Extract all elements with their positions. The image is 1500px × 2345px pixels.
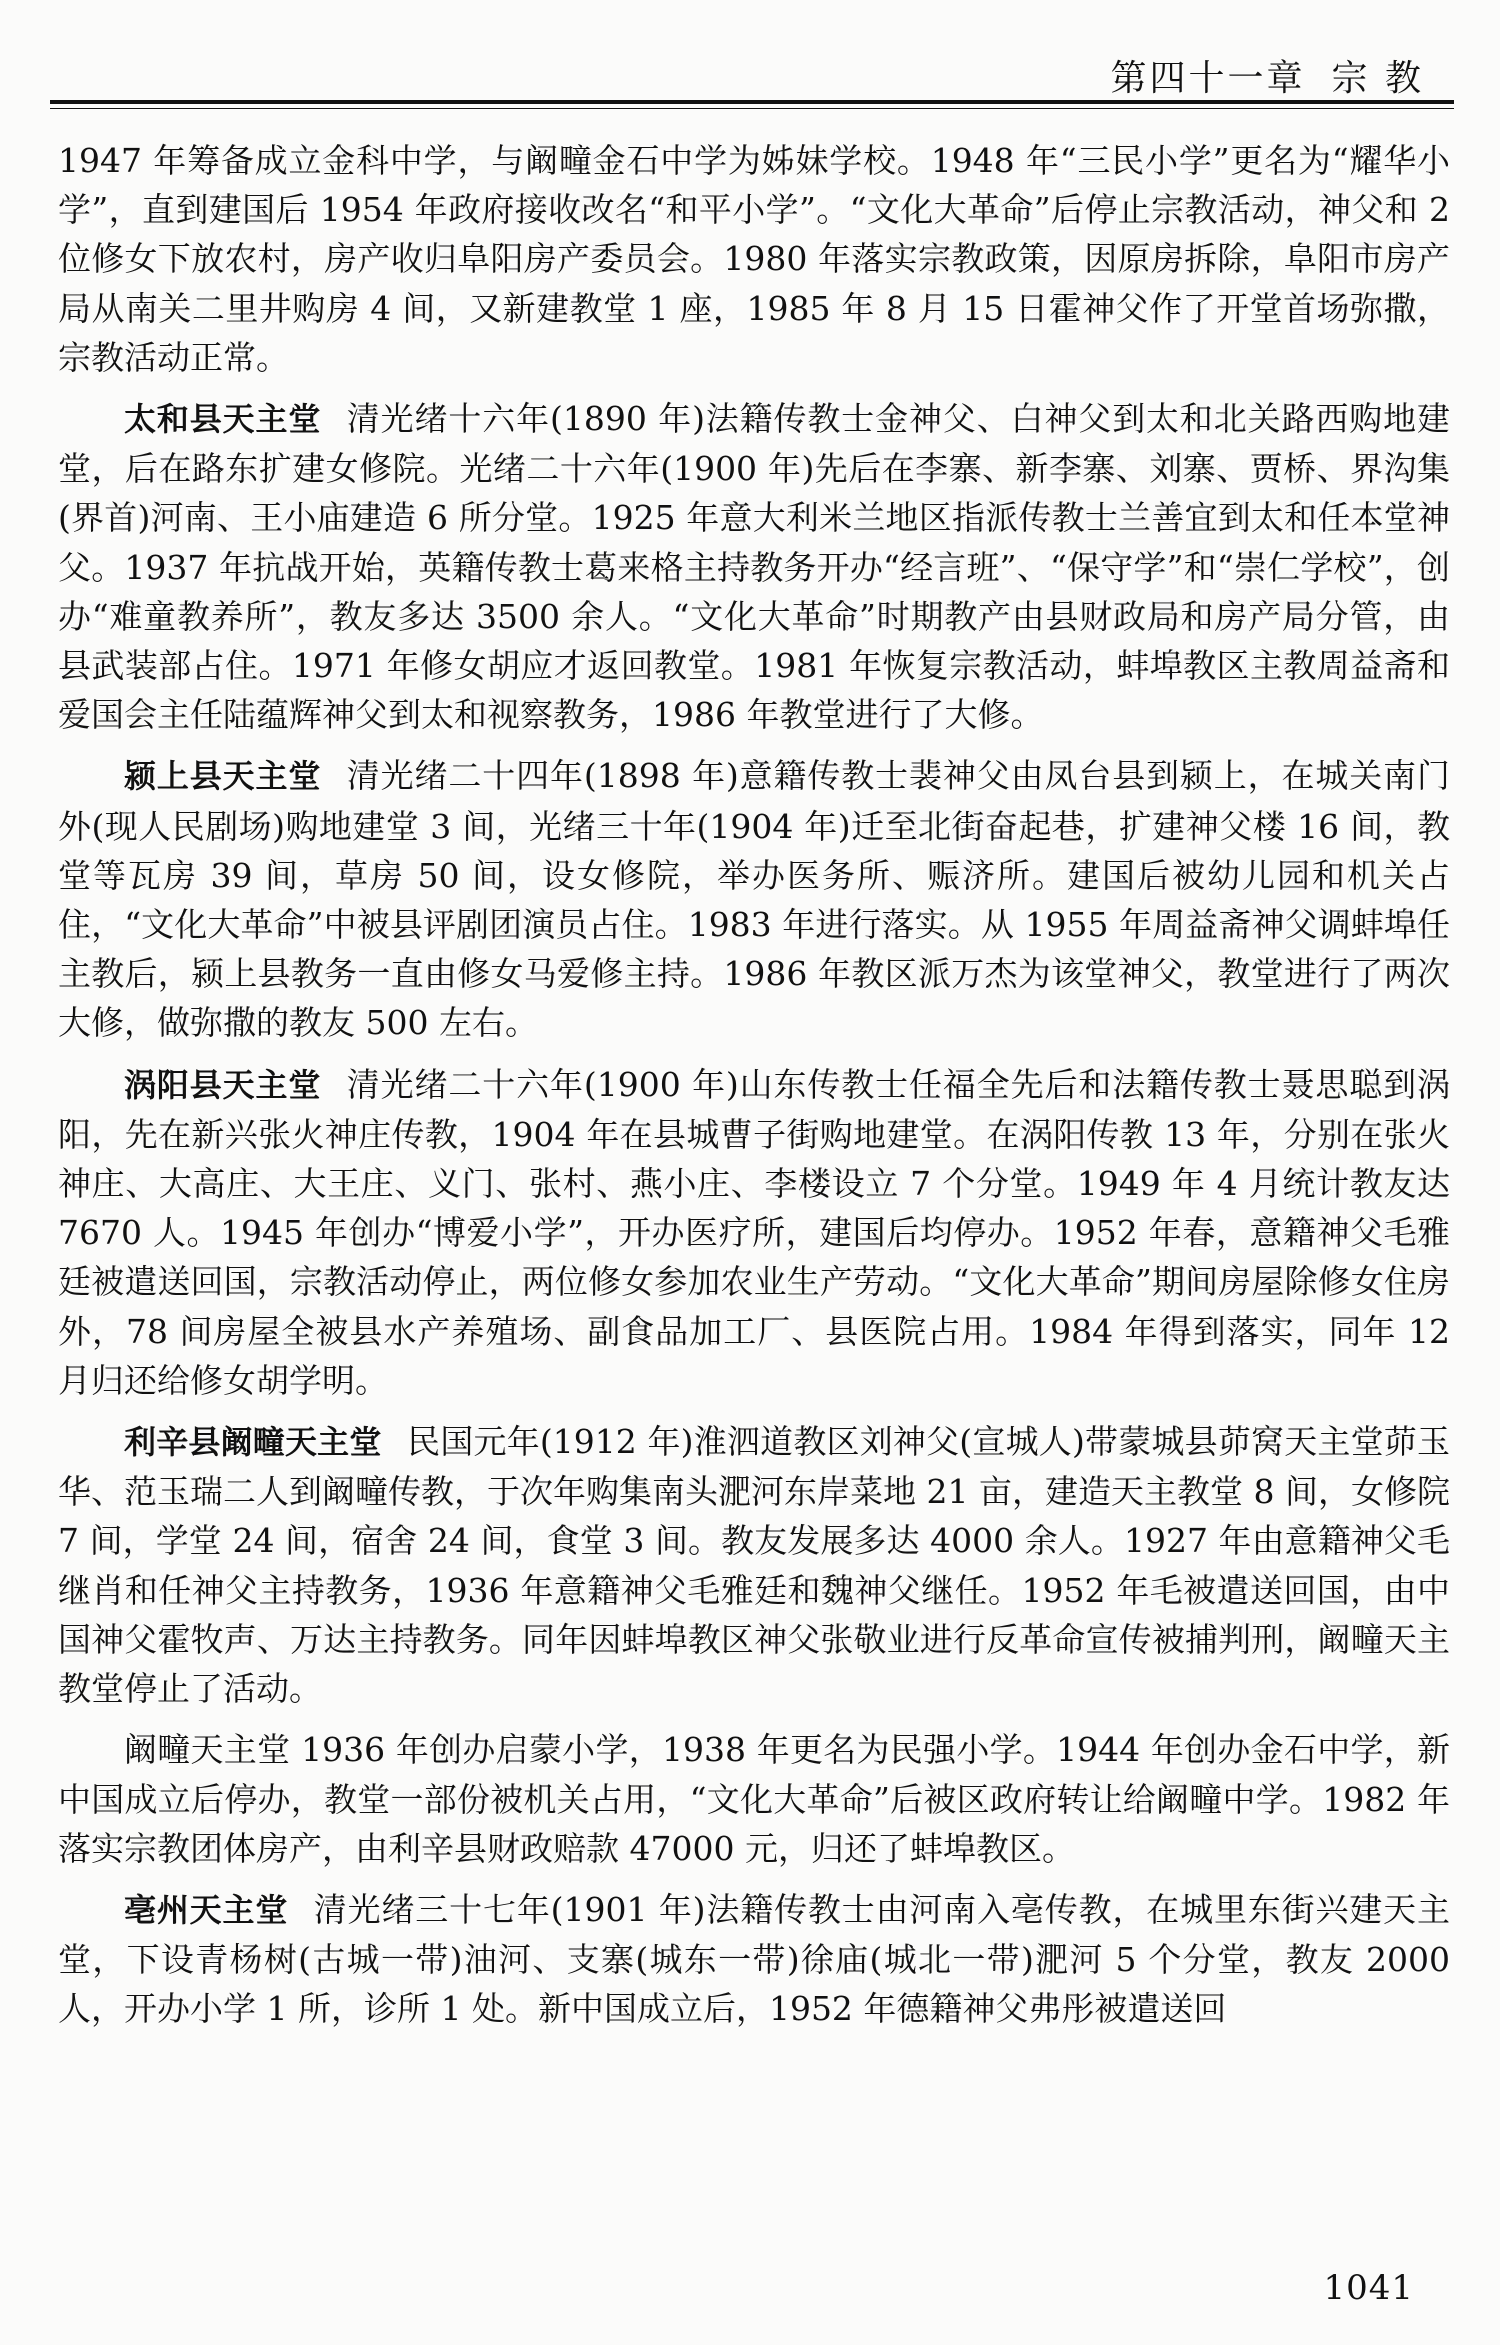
paragraph-text: 民国元年(1912 年)淮泗道教区刘神父(宣城人)带蒙城县茆窝天主堂茆玉华、范玉瑞二人到阚疃传教，于次年购集南头淝河东岸菜地 21 亩，建造天主教堂 8 间，女修院 7 间，学堂 24 间，宿舍 24 间，食堂 3 间。教友发展多达 4000 余人。1927 年由意籍神父毛继肖和任神父主持教务，1936 年意籍神父毛雅廷和魏神父继任。1952 年毛被遣送回国，由中国神父霍牧声、万达主持教务。同年因蚌埠教区神父张敬业进行反革命宣传被捕判刑，阚疃天主教堂停止了活动。: [58, 1422, 1450, 1709]
chapter-heading: [1111, 50, 1424, 101]
paragraph-kantuan-school: [58, 1725, 1450, 1873]
paragraph-text: 1947 年筹备成立金科中学，与阚疃金石中学为姊妹学校。1948 年“三民小学”更名为“耀华小学”，直到建国后 1954 年政府接收改名“和平小学”。“文化大革命”后停止宗教活动，神父和 2 位修女下放农村，房产收归阜阳房产委员会。1980 年落实宗教政策，因原房拆除，阜阳市房产局从南关二里井购房 4 间，又新建教堂 1 座，1985 年 8 月 15 日霍神父作了开堂首场弥撒，宗教活动正常。: [58, 141, 1450, 377]
section-title: 亳州天主堂: [124, 1890, 289, 1929]
paragraph-text: 清光绪二十四年(1898 年)意籍传教士裴神父由凤台县到颍上，在城关南门外(现人民剧场)购地建堂 3 间，光绪三十年(1904 年)迁至北街奋起巷，扩建神父楼 16 间，教堂等瓦房 39 间，草房 50 间，设女修院，举办医务所、赈济所。建国后被幼儿园和机关占住，“文化大革命”中被县评剧团演员占住。1983 年进行落实。从 1955 年周益斋神父调蚌埠任主教后，颍上县教务一直由修女马爱修主持。1986 年教区派万杰为该堂神父，教堂进行了两次大修，做弥撒的教友 500 左右。: [58, 756, 1450, 1043]
paragraph-guoyang: [58, 1060, 1450, 1405]
section-title: 颍上县天主堂: [124, 757, 322, 796]
paragraph-lixin: [58, 1417, 1450, 1713]
header-rule-thin: [50, 108, 1454, 109]
header-rule-thick: [50, 100, 1454, 104]
paragraph-text: 清光绪三十七年(1901 年)法籍传教士由河南入亳传教，在城里东街兴建天主堂，下设青杨树(古城一带)油河、支寨(城东一带)徐庙(城北一带)淝河 5 个分堂，教友 2000 人，开办小学 1 所，诊所 1 处。新中国成立后，1952 年德籍神父弗彤被遣送回: [58, 1889, 1450, 2029]
page-number: 1041: [1323, 2268, 1414, 2308]
paragraph-yingshang: [58, 751, 1450, 1047]
section-title: 利辛县阚疃天主堂: [124, 1423, 382, 1462]
chapter-subject: 宗 教: [1331, 58, 1424, 99]
chapter-number: 第四十一章: [1110, 58, 1306, 99]
section-title: 涡阳县天主堂: [124, 1065, 322, 1104]
section-title: 太和县天主堂: [124, 400, 322, 439]
body-text: [58, 136, 1450, 2046]
paragraph-fuyang-continued: [58, 136, 1450, 382]
paragraph-text: 清光绪十六年(1890 年)法籍传教士金神父、白神父到太和北关路西购地建堂，后在路东扩建女修院。光绪二十六年(1900 年)先后在李寨、新李寨、刘寨、贾桥、界沟集(界首)河南、王小庙建造 6 所分堂。1925 年意大利米兰地区指派传教士兰善宜到太和任本堂神父。1937 年抗战开始，英籍传教士葛来格主持教务开办“经言班”、“保守学”和“崇仁学校”，创办“难童教养所”，教友多达 3500 余人。“文化大革命”时期教产由县财政局和房产局分管，由县武装部占住。1971 年修女胡应才返回教堂。1981 年恢复宗教活动，蚌埠教区主教周益斋和爱国会主任陆蕴辉神父到太和视察教务，1986 年教堂进行了大修。: [58, 399, 1450, 735]
paragraph-bozhou: [58, 1885, 1450, 2034]
paragraph-text: 阚疃天主堂 1936 年创办启蒙小学，1938 年更名为民强小学。1944 年创办金石中学，新中国成立后停办，教堂一部份被机关占用，“文化大革命”后被区政府转让给阚疃中学。1982 年落实宗教团体房产，由利辛县财政赔款 47000 元，归还了蚌埠教区。: [58, 1730, 1450, 1868]
paragraph-text: 清光绪二十六年(1900 年)山东传教士任福全先后和法籍传教士聂思聪到涡阳，先在新兴张火神庄传教，1904 年在县城曹子街购地建堂。在涡阳传教 13 年，分别在张火神庄、大高庄、大王庄、义门、张村、燕小庄、李楼设立 7 个分堂。1949 年 4 月统计教友达 7670 人。1945 年创办“博爱小学”，开办医疗所，建国后均停办。1952 年春，意籍神父毛雅廷被遣送回国，宗教活动停止，两位修女参加农业生产劳动。“文化大革命”期间房屋除修女住房外，78 间房屋全被县水产养殖场、副食品加工厂、县医院占用。1984 年得到落实，同年 12 月归还给修女胡学明。: [58, 1064, 1450, 1400]
running-header: [50, 38, 1454, 102]
paragraph-taihe: [58, 394, 1450, 739]
